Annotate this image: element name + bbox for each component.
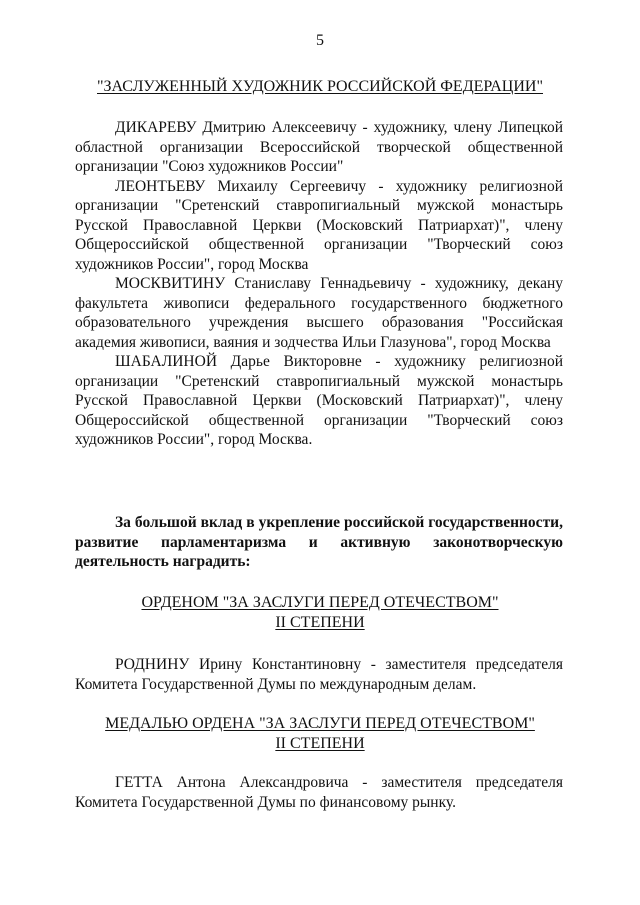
order-recipient-block	[75, 655, 563, 694]
artist-list	[75, 118, 563, 450]
order-heading-line2: II СТЕПЕНИ	[275, 614, 365, 631]
medal-heading	[0, 714, 640, 754]
medal-heading-line1: МЕДАЛЬЮ ОРДЕНА "ЗА ЗАСЛУГИ ПЕРЕД ОТЕЧЕСТВОМ"	[105, 715, 535, 732]
artist-entry-moskvitin: МОСКВИТИНУ Станиславу Геннадьевичу - художнику, декану факультета живописи федерального государственного бюджетного образовательного учреждения высшего образования "Российская академия живописи, ваяния и зодчества Ильи Глазунова", город Москва	[75, 275, 563, 351]
artist-entry-dikarev: ДИКАРЕВУ Дмитрию Алексеевичу - художнику, члену Липецкой областной организации Всероссийской творческой общественной организации "Союз художников России"	[75, 119, 563, 175]
artist-entry-shabalina: ШАБАЛИНОЙ Дарье Викторовне - художнику религиозной организации "Сретенский ставропигиальный мужской монастырь Русской Православной Церкви (Московский Патриархат)", члену Общероссийской общественной организации "Творческий союз художников России", город Москва.	[75, 353, 563, 448]
title-honored-artist: "ЗАСЛУЖЕННЫЙ ХУДОЖНИК РОССИЙСКОЙ ФЕДЕРАЦИИ"	[97, 78, 543, 95]
order-heading	[0, 593, 640, 633]
medal-recipient-block	[75, 773, 563, 812]
order-recipient: РОДНИНУ Ирину Константиновну - заместителя председателя Комитета Государственной Думы по международным делам.	[75, 656, 563, 693]
artist-entry-leontiev: ЛЕОНТЬЕВУ Михаилу Сергеевичу - художнику религиозной организации "Сретенский ставропигиальный мужской монастырь Русской Православной Церкви (Московский Патриархат)", члену Общероссийской общественной организации "Творческий союз художников России", город Москва	[75, 177, 563, 273]
page-number: 5	[316, 32, 324, 49]
decree-text: За большой вклад в укрепление российской государственности, развитие парламентаризма и активную законотворческую деятельность наградить:	[75, 514, 563, 570]
order-heading-line1: ОРДЕНОМ "ЗА ЗАСЛУГИ ПЕРЕД ОТЕЧЕСТВОМ"	[141, 594, 499, 611]
medal-heading-line2: II СТЕПЕНИ	[275, 735, 365, 752]
medal-recipient: ГЕТТА Антона Александровича - заместителя председателя Комитета Государственной Думы по финансовому рынку.	[75, 774, 563, 811]
